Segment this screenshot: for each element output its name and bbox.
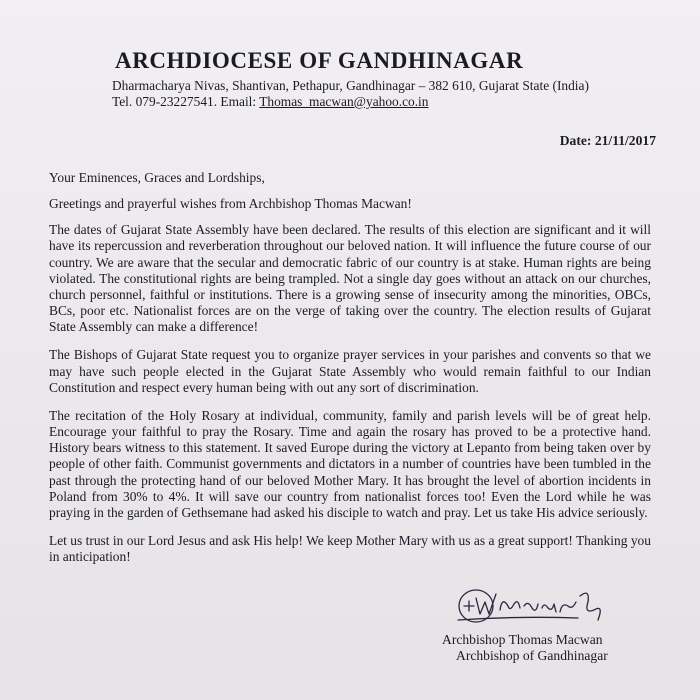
letter-paragraph-closing: Let us trust in our Lord Jesus and ask His help! We keep Mother Mary with us as a great support! Thanking you in anticipation! [49, 532, 651, 565]
letterhead [112, 48, 672, 110]
letterhead-address: Dharmacharya Nivas, Shantivan, Pethapur, Gandhinagar – 382 610, Gujarat State (India) [112, 78, 589, 93]
signatory-name: Archbishop Thomas Macwan [442, 632, 603, 647]
letter-paragraph-election: The dates of Gujarat State Assembly have been declared. The results of this election are significant and it will have its repercussion and reverberation throughout our beloved nation. It will influence the future course of our country. We are aware that the secular and democratic fabric of our country is at stake. Human rights are being violated. The constitutional rights are being trampled. Not a single day goes without an attack on our churches, church personnel, faithful or institutions. There is a growing sense of insecurity among the minorities, OBCs, BCs, poor etc. Nationalist forces are on the verge of taking over the country. The election results of Gujarat State Assembly can make a difference! [49, 222, 651, 335]
letter-greeting: Greetings and prayerful wishes from Archbishop Thomas Macwan! [49, 196, 412, 212]
signature-scribble [438, 584, 638, 628]
letterhead-contact [112, 94, 672, 110]
signatory-title: Archbishop of Gandhinagar [456, 648, 608, 663]
letter-date: Date: 21/11/2017 [559, 133, 656, 148]
signatory-block [442, 632, 608, 664]
letter-body [49, 170, 651, 577]
letter-salutation: Your Eminences, Graces and Lordships, [49, 170, 265, 185]
letter-paragraph-prayer-request: The Bishops of Gujarat State request you to organize prayer services in your parishes and convents so that we may have such people elected in the Gujarat State Assembly who would remain faithful to our Indian Constitution and respect every human being with out any sort of discrimination. [49, 347, 651, 395]
letter-paragraph-rosary: The recitation of the Holy Rosary at individual, community, family and parish levels will be of great help. Encourage your faithful to pray the Rosary. Time and again the rosary has proved to be a protective hand. History bears witness to this statement. It saved Europe during the victory at Lepanto from being taken over by people of other faith. Communist governments and dictators in a number of countries have been tumbled in the past through the protecting hand of our beloved Mother Mary. It has brought the level of abortion incidents in Poland from 30% to 4%. It will save our country from nationalist forces too! Even the Lord while he was praying in the garden of Gethsemane had asked his disciple to watch and pray. Let us take His advice seriously. [49, 407, 651, 520]
letterhead-title: ARCHDIOCESE OF GANDHINAGAR [115, 48, 524, 73]
letterhead-phone: Tel. 079-23227541. Email: [112, 94, 260, 109]
letterhead-email: Thomas_macwan@yahoo.co.in [259, 94, 429, 109]
handwritten-signature [438, 584, 638, 628]
